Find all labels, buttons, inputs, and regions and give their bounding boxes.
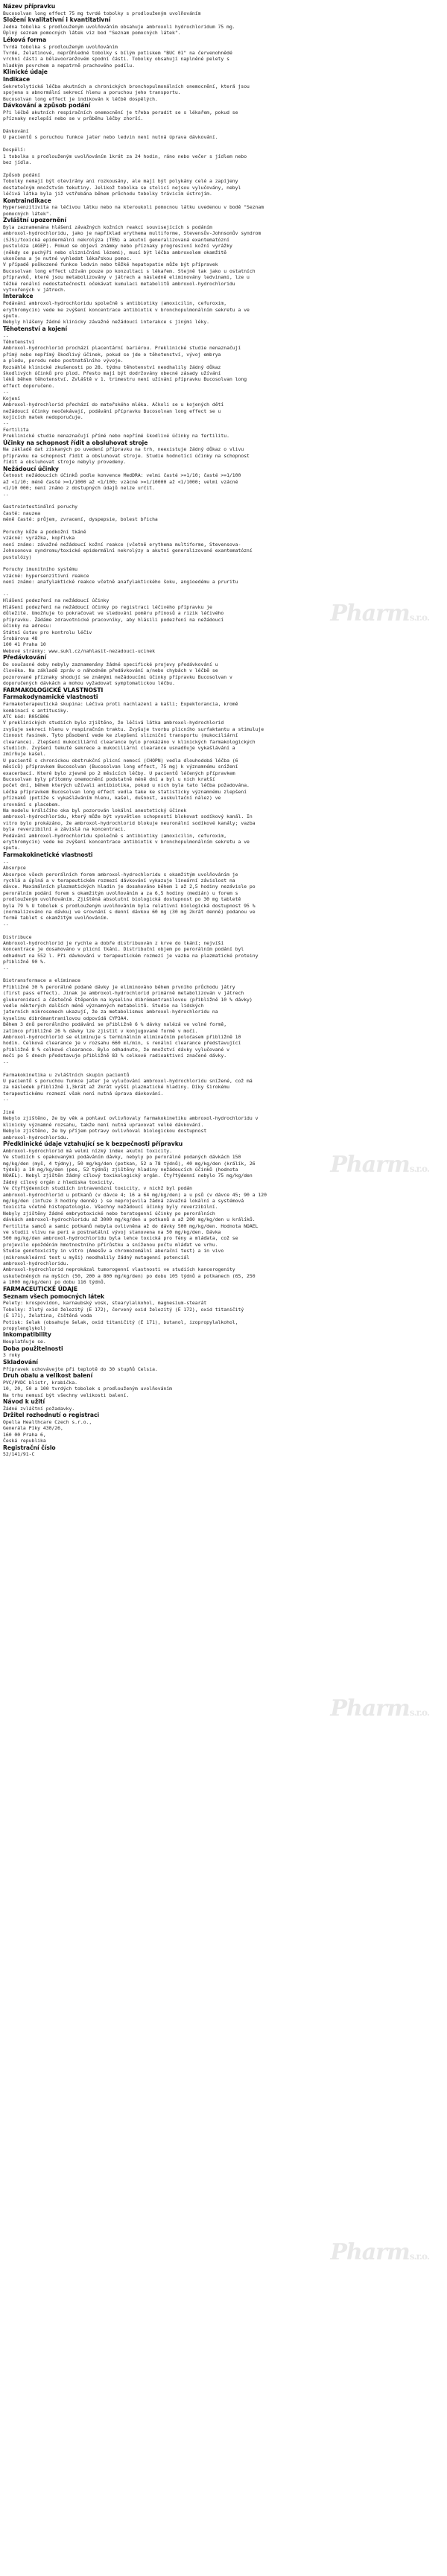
pharm-watermark: Pharms.r.o. bbox=[330, 1695, 429, 1722]
section-heading: Farmakodynamické vlastnosti bbox=[3, 694, 98, 701]
section-heading: Doba použitelnosti bbox=[3, 1345, 63, 1352]
document-section bbox=[3, 1398, 444, 1412]
section-heading: Předávkování bbox=[3, 654, 47, 662]
document-section bbox=[3, 654, 444, 686]
section-body: Sekretolytická léčba akutních a chronických bronchopulmonálních onemocnění, která jsou spojena s abnormální sekrecí hlenu a poruchou jeho transportu. Bucosolvan long effect je indikován k léčbě dospělých. bbox=[3, 83, 250, 102]
section-body: -- Absorpce Absorpce všech perorálních forem ambroxol-hydrochloridu s okamžitým uvolňováním je rychlá a úplná a v terapeutickém rozmezí dávkování vykazuje lineární závislost na dávce. Maximálních plazmatických hladin je dosahováno během 1 až 2,5 hodiny nezávisle po perorálním podání forem s okamžitým uvolňováním a za 6,5 hodiny (medián) u forem s prodlouženým uvolňováním. Zjištěná absolutní biologická dostupnost po 30 mg tabletě byla 79 % U tobolek s prodlouženým uvolňováním byla relativní biologická dostupnost 95 % (normalizováno na dávku) ve srovnání s denní dávkou 60 mg (30 mg 2krát denně) podanou ve formě tablet s okamžitým uvolňováním. -- Distribuce Ambroxol-hydrochlorid je rychle a dobře distribuován z krve do tkání; nejvíší koncentrace je dosahováno v plicní tkáni. Distribuční objem po perorálním podání byl odhadnut na 552 l. Při dávkování v terapeutickém rozmezí je vazba na plazmatické proteiny přibližně 90 %. -- Biotransformace a eliminace Přibližně 30 % perorálně podané dávky je eliminováno během prvního průchodu játry (first pass effect). Jinak je ambroxol-hydrochlorid primárně metabolizován v játrech glukuronidací a částečně štěpením na kyselinu dibrómantranilovou (přibližně 10 % dávky) vedle některých dalších méně významných metabolitů. Studie na lidských jaterních mikrosomech ukazují, že za metabolismus ambroxol-hydrochloridu na kyselinu dibrómantranilovou odpovídá CYP3A4. Během 3 dnů perorálního podávání se přibližně 6 % dávky nalézá ve volné formě, zatímco přibližně 26 % dávky lze zjistit v konjugované formě v moči. Ambroxol-hydrochlorid se eliminuje s terminálním eliminačním poločasem přibližně 10 hodin. Celková clearance je v rozsahu 660 ml/min, s renální clearance představující přibližně 8 % celkové clearance. Bylo odhadnuto, že množství dávky vylučované v moči po 5 dnech představuje přibližně 83 % celkové radioaktivní značené dávky. -- Farmakokinetika u zvláštních skupin pacientů U pacientů s poruchou funkce jater je vylučování ambroxol-hydrochloridu snížené, což má za následek přibližně 1,3krát až 2krát vyšší plazmatické hladiny. Díky širokému terapeutickému rozmezí však není nutná úprava dávkování. -- Jiné Nebylo zjištěno, že by věk a pohlaví ovlivňovaly farmakokinetiku ambroxol-hydrochloridu v klinicky významné rozsahu, takže není nutná upravovat velké dávkování. Nebylo zjištěno, že by příjem potravy ovlivňoval biologickou dostupnost ambroxol-hydrochloridu. bbox=[3, 858, 259, 1141]
section-heading: FARMAKOLOGICKÉ VLASTNOSTI bbox=[3, 686, 104, 694]
section-heading: Nežádoucí účinky bbox=[3, 465, 59, 472]
section-heading: Složení kvalitativní i kvantitativní bbox=[3, 16, 111, 24]
section-body: Na základě dat získaných po uvedení přípravku na trh, neexistuje žádný důkaz o vlivu přípravku na schopnost řídit a obsluhovat stroje. Studie hodnotící účinky na schopnost řídit a obsluhovat stroje nebyly provedeny. bbox=[3, 446, 250, 466]
pharm-watermark: Pharms.r.o. bbox=[330, 600, 429, 626]
section-heading: Dávkování a způsob podání bbox=[3, 102, 91, 110]
section-body: Přípravek uchovávejte při teplotě do 30 stupňů Celsia. bbox=[3, 1365, 158, 1372]
section-body: Pelety: krospovidon, karnaubský vosk, stearylalkohol, magnesium-stearát Tobolky: žlutý oxid železitý (E 172), červený oxid železitý (E 172), oxid titaničitý (E 171), želatina, čištěná voda Potisk: šelak (obsahuje šelak, oxid titaničitý (E 171), butanol, izopropylalkohol, propylenglykol) bbox=[3, 1300, 244, 1331]
section-heading: Skladování bbox=[3, 1358, 38, 1365]
document-section bbox=[3, 69, 444, 76]
document-section bbox=[3, 1286, 444, 1293]
section-heading: Předklinické údaje vztahující se k bezpečnosti přípravku bbox=[3, 1140, 183, 1147]
section-heading: FARMACEUTICKÉ ÚDAJE bbox=[3, 1285, 78, 1292]
document-section bbox=[3, 1141, 444, 1286]
section-body: -- Těhotenství Ambroxol-hydrochlorid prochází placentární bariérou. Preklinické studie nenaznačují přímý nebo nepřímý škodlivý účinek, pokud se jde o těhotenství, vývoj embrya a plodu, porodu nebo postnatálního vývoje. Rozsáhlé klinické zkušenosti po 28. týdnu těhotenství neodhalily žádný důkaz škodlivých účinků pro plod. Přesto mají být dodržovány obecné zásady užívání léků během těhotenství. Zvláště v 1. trimestru není užívání přípravku Bucosolvan long effect doporučeno. -- Kojení Ambroxol-hydrochlorid přechází do mateřského mléka. Ačkoli se u kojených dětí nežádoucí účinky neočekávají, podávání přípravku Bucosolvan long effect se u kojících matek nedoporučuje. -- Fertilita Preklinické studie nenaznačují přímé nebo nepřímé škodlivé účinky na fertilitu. bbox=[3, 332, 247, 440]
section-heading: Těhotenství a kojení bbox=[3, 325, 68, 332]
document-section bbox=[3, 37, 444, 69]
document-section bbox=[3, 1412, 444, 1444]
section-body: 52/141/91-C bbox=[3, 1451, 35, 1458]
section-heading: Registrační číslo bbox=[3, 1444, 56, 1451]
section-heading: Interakce bbox=[3, 293, 34, 300]
document-section bbox=[3, 326, 444, 440]
section-heading: Klinické údaje bbox=[3, 69, 48, 76]
section-body: Hypersenzitivita na léčivou látku nebo na kteroukoli pomocnou látku uvedenou v bodě "Seznam pomocných látek". bbox=[3, 204, 264, 217]
section-body: Farmakoterapeutická skupina: Léčiva proti nachlazení a kašli; Expektorancia, kromě kombinací s antitusiky. ATC kód: R05CB06 V preklinických studiích bylo zjištěno, že léčivá látka ambroxol-hydrochlorid zvyšuje sekreci hlenu v respiračním traktu. Zvyšuje tvorbu plicního surfaktantu a stimuluje činnost řasinek. Tyto působení vede ke zlepšení slizniční transportu (mukociliární clearance). Zlepšení mukociliární clearance bylo prokázáno v klinických farmakologických studiích. Zvýšení tekuté sekrece a mukociliární clearance usnadňuje vykašlávání a zmírňuje kašel. U pacientů s chronickou obstrukční plicní nemocí (CHOPN) vedla dlouhodobá léčba (6 měsíců) přípravkem Bucosolvan (Bucosolvan long effect, 75 mg) k významnému snížení exacerbací. Které bylo zjevné po 2 měsících léčby. U pacientů léčených přípravkem Bucosolvan byly přítomny onemocnění podstatně méně dní a byl u nich kratší počet dní, během kterých užívali antibiotika, pokud u nich byla tato léčba požadována. Léčba přípravkem Bucosolvan long effect vedla take ke statisticky významnému zlepšení příznaků (potíže s vykašláváním hlenu, kašel, dušnost, auskultační nález) ve srovnání s placebem. Na modelu králičího oka byl pozorován lokální anestetický účinek ambroxol-hydrochloridu, který může být vysvětlen schopností blokovat sodíkový kanál. In vitro bylo prokázáno, že ambroxol-hydrochlorid blokuje neuronální sodíkové kanály; vazba byla reverzibilní a závislá na koncentraci. Podávání ambroxol-hydrochloridu společně s antibiotiky (amoxicilin, cefuroxim, erythromycin) vede ke zvýšení koncentrace antibiotik v bronchopulmonálním sekretu a ve sputu. bbox=[3, 701, 264, 851]
section-body: Neuplatňuje se. bbox=[3, 1339, 46, 1345]
section-body: Žádné zvláštní požadavky. bbox=[3, 1405, 75, 1412]
document-section bbox=[3, 1372, 444, 1398]
section-body: Tvrdá tobolka s prodlouženým uvolňováním Tvrdé, želatinové, neprůhledné tobolky s bílým potiskem "BUC 01" na červenohnědé vrchní části a bělavooranžovém spodní části. Tobolky obsahují naplněné pelety s hladkým povrchem a nepatrně prachového podílu. bbox=[3, 43, 232, 69]
document-section bbox=[3, 197, 444, 218]
section-heading: Farmakokinetické vlastnosti bbox=[3, 851, 93, 858]
document-section bbox=[3, 293, 444, 325]
pharm-watermark: Pharms.r.o. bbox=[330, 2239, 429, 2265]
section-heading: Kontraindikace bbox=[3, 197, 51, 204]
document-section bbox=[3, 1331, 444, 1345]
section-body: PVC/PVDC blistr, krabička. 10, 20, 50 a 100 tvrdých tobolek s prodlouženým uvolňováním Na trhu nemusí být všechny velikosti balení. bbox=[3, 1379, 173, 1398]
section-body: Byla zaznamenána hlášení závažných kožních reakcí souvisejících s podáním ambroxol-hydrochloridu, jako je například erythema multiforme, Stevensův-Johnsonův syndrom (SJS)/toxická epidermální nekrolýza (TEN) a akutní generalizovaná exantematózní pustulóza (AGEP). Pokud se objeví známky nebo příznaky progresivní kožní vyrážky (někdy se puchýři nebo slizničními lézemi), musí být léčba ambroxolem okamžitě ukončena a je nutné vyhledat lékařskou pomoc. V případě poškozené funkce ledvin nebo těžké hepatopatie může být přípravek Bucosolvan long effect užíván pouze po konzultaci s lékařem. Stejně tak jako u ostatních přípravků, které jsou metabolizovány v játrech a následně eliminovány ledvinami, lze u těžké renální nedostatečnosti očekávat kumulaci metabolitů ambroxol-hydrochloridu vytvořených v játrech. bbox=[3, 223, 261, 293]
section-heading: Léková forma bbox=[3, 36, 47, 43]
section-heading: Indikace bbox=[3, 76, 31, 83]
document-section bbox=[3, 687, 444, 694]
section-heading: Návod k užití bbox=[3, 1398, 45, 1405]
section-body: Jedna tobolka s prodlouženým uvolňováním obsahuje ambroxoli hydrochloridum 75 mg. Úplný seznam pomocných látek viz bod "Seznam pomocných látek". bbox=[3, 24, 235, 37]
section-body: 3 roky bbox=[3, 1352, 21, 1359]
document-section bbox=[3, 76, 444, 102]
section-body: Podávání ambroxol-hydrochloridu společně s antibiotiky (amoxicilin, cefuroxim, erythromycin) vede ke zvýšení koncentrace antibiotik v bronchopulmonálním sekretu a ve sputu. Nebyly hlášeny žádné klinicky závažné nežádoucí interakce s jinými léky. bbox=[3, 300, 250, 326]
section-heading: Účinky na schopnost řídit a obsluhovat stroje bbox=[3, 439, 148, 446]
document-section bbox=[3, 16, 444, 37]
document-section bbox=[3, 440, 444, 466]
section-heading: Zvláštní upozornění bbox=[3, 217, 66, 224]
pharm-watermark: Pharms.r.o. bbox=[330, 1152, 429, 1178]
document-section bbox=[3, 217, 444, 293]
document-section bbox=[3, 1359, 444, 1372]
document-section bbox=[3, 102, 444, 197]
document-section bbox=[3, 1444, 444, 1458]
section-body: Do současné doby nebyly zaznamenány žádné specifické projevy předávkování u člověka. Na základě zpráv o náhodném předávkování a/nebo chybách v léčbě se pozorované příznaky shodují se známými nežádoucími účinky přípravku Bucosolvan v doporučených dávkách a mohou vyžadovat symptomatickou léčbu. bbox=[3, 661, 232, 687]
document-section bbox=[3, 466, 444, 655]
document-content bbox=[3, 3, 444, 1458]
section-heading: Inkompatibility bbox=[3, 1331, 51, 1339]
document-section bbox=[3, 1345, 444, 1359]
section-heading: Držitel rozhodnutí o registraci bbox=[3, 1412, 100, 1419]
section-body: Bucosolvan long effect 75 mg tvrdé tobolky s prodlouženým uvolňováním bbox=[3, 10, 201, 16]
section-heading: Seznam všech pomocných látek bbox=[3, 1292, 105, 1300]
section-body: Ambroxol-hydrochlorid má velmi nízký index akutní toxicity. Ve studiích s opakovanými podáváním dávky, nebyly po perorálně podaných dávkách 150 mg/kg/den (myš, 4 týdny), 50 mg/kg/den (potkan, 52 a 78 týdnů), 40 mg/kg/den (králík, 26 týdnů) a 10 mg/kg/den (pes, 52 týdnů) zjištěny hladiny nežádoucích účinků (hodnota NOAEL). Nebyl zjištěn žádný cílový toxikologický orgán. Čtyřtýdenní nebylo 75 mg/kg/den žádný cílový orgán z hlediska toxicity. Ve čtyřtýdenních studiích intravenózní toxicity, v nichž byl podán ambroxol-hydrochlorid u potkanů (v dávce 4; 16 a 64 mg/kg/den) a u psů (v dávce 45; 90 a 120 mg/kg/den (infuze 3 hodiny denně) ) se neprojevila žádná závažná lokální a systémová toxicita včetně histopatologie. Všechny nežádoucí účinky byly reverzibilní. Nebyly zjištěny žádné embryotoxické nebo teratogenní účinky po perorálních dávkách ambroxol-hydrochloridu až 3000 mg/kg/den u potkanů a až 200 mg/kg/den u králíků. Fertilita samců a samic potkanů nebyla ovlivněna až do dávky 500 mg/kg/den. Hodnota NOAEL ve studii vlivu na peri a postnatální vývoj stanovena na 50 mg/kg/den. Dávka 500 mg/kg/den ambroxol-hydrochloridu byla lehce toxická pro fény a mláďata, což se projevilo opožděním hmotnostního přírůstku a sníženou počtu mláďat ve vrhu. Studie genotoxicity in vitro (Amesův a chromozomální aberační test) a in vivo (mikronukleární test u myši) neodhalily žádný mutagenní potenciál ambroxol-hydrochloridu. Ambroxol-hydrochlorid neprokázal tumorogenní vlastnosti ve studiích kancerogenity uskutečněných na myších (50, 200 a 800 mg/kg/den) po dobu 105 týdnů a potkanech (65, 250 a 1000 mg/kg/den) po dobu 116 týdnů. bbox=[3, 1147, 267, 1286]
section-body: Při léčbě akutních respiračních onemocnění je třeba poradit se s lékařem, pokud se příznaky nezlepší nebo se v průběhu léčby zhorší. Dávkování U pacientů s poruchou funkce jater nebo ledvin není nutná úprava dávkování. Dospělí: 1 tobolka s prodlouženým uvolňováním 1krát za 24 hodin, ráno nebo večer s jídlem nebo bez jídla. Způsob podání Tobolky nemají být otevírány ani rozkousány, ale mají být polykány celé a zapíjeny dostatečným množstvím tekutiny. Jelikož tobolka se stolicí nejsou vylučovány, nebyl léčivá látka byla již vstřebána během průchodu tobolky trávicím ústrojím. bbox=[3, 109, 247, 197]
document-section bbox=[3, 694, 444, 851]
section-heading: Název přípravku bbox=[3, 3, 56, 10]
section-heading: Druh obalu a velikost balení bbox=[3, 1371, 93, 1379]
document-section bbox=[3, 1293, 444, 1332]
section-body: Četnost nežádoucích účinků podle konvence MedDRA: velmi časté >=1/10; časté >=1/100 až <1/10; méně časté >=1/1000 až <1/100; vzácné >=1/10000 až <1/1000; velmi vzácné <1/10 000; není známo z dostupných údajů nelze určit. -- Gastrointestinální poruchy časté: nauzea méně časté: průjem, zvracení, dyspepsie, bolest břicha Poruchy kůže a podkožní tkáně vzácné: vyrážka, kopřivka není známo: závažné nežádoucí kožní reakce (včetně erythema multiforme, Stevensova- Johnsonova syndromu/toxické epidermální nekrolýzy a akutní generalizované exantematózní pustulózy) Poruchy imunitního systému vzácné: hypersenzitivní reakce není známo: anafylaktické reakce včetně anafylaktického šoku, angioedému a pruritu -- Hlášení podezření na nežádoucí účinky Hlášení podezření na nežádoucí účinky po registraci léčivého přípravku je důležité. Umožňuje to pokračovat ve sledování poměru přínosů a rizik léčivého přípravku. Žádáme zdravotnické pracovníky, aby hlásili podezření na nežádoucí účinky na adresu: Státní ústav pro kontrolu léčiv Šrobárova 48 100 41 Praha 10 Webové stránky: www.sukl.cz/nahlasit-nezadouci-ucinek bbox=[3, 472, 253, 654]
document-section bbox=[3, 851, 444, 1141]
section-body: Opella Healthcare Czech s.r.o., Generála Píky 430/26, 160 00 Praha 6, Česká republika bbox=[3, 1418, 92, 1444]
document-section bbox=[3, 3, 444, 16]
